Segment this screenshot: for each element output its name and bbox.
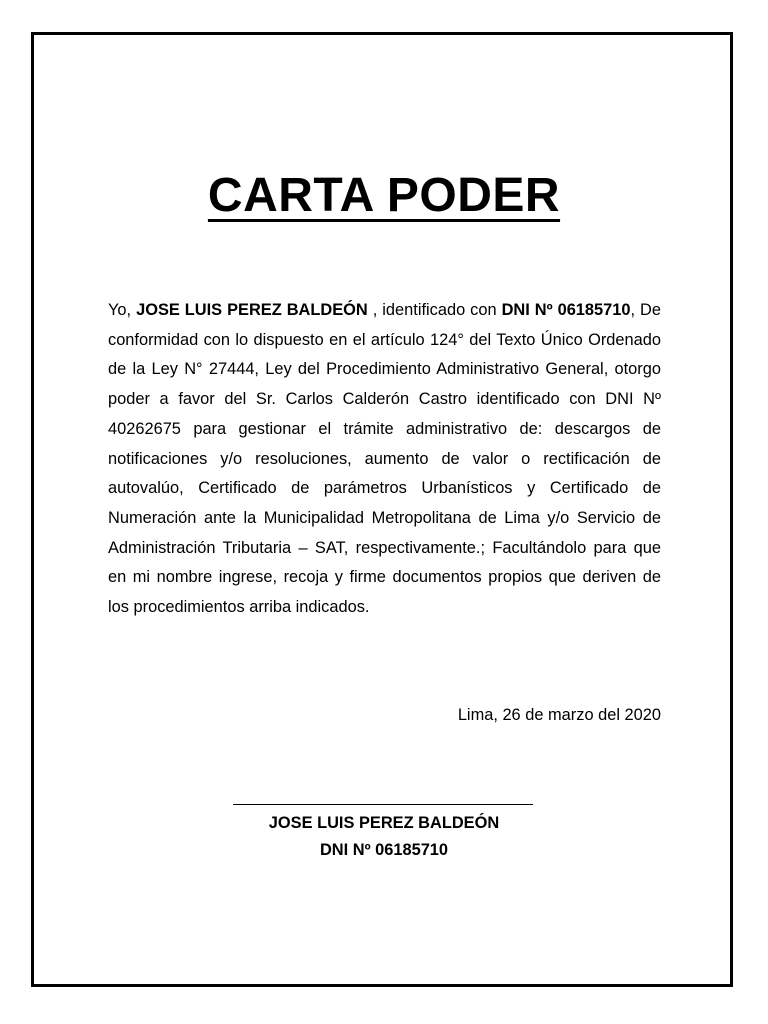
- body-grantor-name: JOSE LUIS PEREZ BALDEÓN: [136, 301, 368, 319]
- signature-name: JOSE LUIS PEREZ BALDEÓN: [268, 814, 500, 832]
- document-body: [108, 296, 661, 623]
- signature-line: [233, 804, 533, 805]
- document-title: [0, 168, 768, 223]
- body-after-name: , identificado con: [367, 301, 502, 319]
- body-intro: Yo,: [108, 301, 137, 319]
- document-date: Lima, 26 de marzo del 2020: [457, 706, 661, 724]
- document-title-text: CARTA PODER: [207, 169, 561, 222]
- body-main-text: , De conformidad con lo dispuesto en el artículo 124° del Texto Único Ordenado de la Ley N° 27444, Ley del Procedimiento Administrativo General, otorgo poder a favor del Sr. Carlos Calderón Castro identificado con DNI Nº 40262675 para gestionar el trámite administrativo de: descargos de notificaciones y/o resoluciones, aumento de valor o rectificación de autovalúo, Certificado de parámetros Urbanísticos y Certificado de Numeración ante la Municipalidad Metropolitana de Lima y/o Servicio de Administración Tributaria – SAT, respectivamente.; Facultándolo para que en mi nombre ingrese, recoja y firme documentos propios que deriven de los procedimientos arriba indicados.: [108, 301, 661, 617]
- signature-dni: DNI Nº 06185710: [319, 841, 449, 859]
- body-grantor-dni: DNI Nº 06185710: [501, 301, 631, 319]
